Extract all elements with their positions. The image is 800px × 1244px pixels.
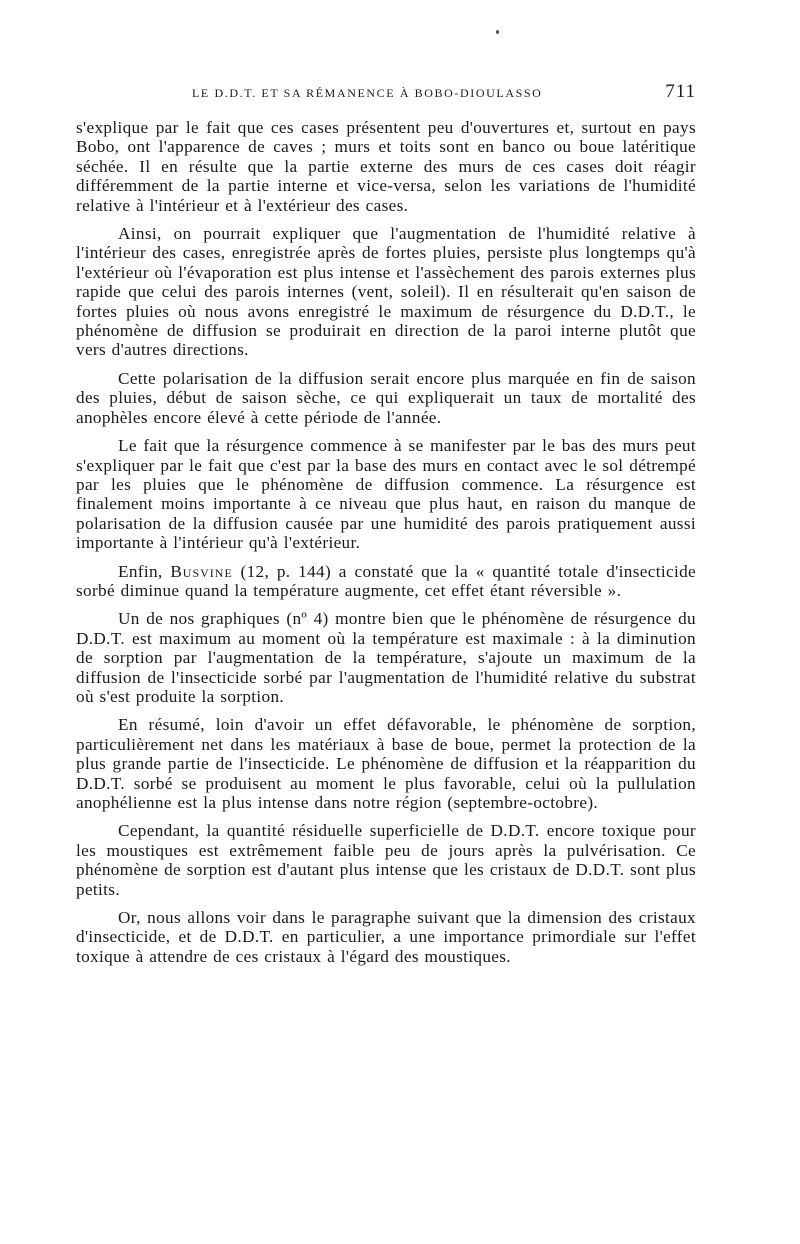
paragraph-7: En résumé, loin d'avoir un effet défavorable, le phénomène de sorption, particulièrement net dans les matériaux à base de boue, permet la protection de la plus grande partie de l'insecticide. Le phénomène de diffusion et la réapparition du D.D.T. sorbé se produisent au moment le plus favorable, celui où la pullulation anophélienne est la plus intense dans notre région (septembre-octobre).	[76, 715, 696, 812]
paragraph-2: Ainsi, on pourrait expliquer que l'augmentation de l'humidité relative à l'intérieur des cases, enregistrée après de fortes pluies, persiste plus longtemps qu'à l'extérieur où l'évaporation est plus intense et l'assèchement des parois externes plus rapide que celui des parois internes (vent, soleil). Il en résulterait qu'en saison de fortes pluies où nous avons enregistré le maximum de résurgence du D.D.T., le phénomène de diffusion se produirait en direction de la paroi interne plutôt que vers d'autres directions.	[76, 224, 696, 360]
paragraph-6: Un de nos graphiques (nº 4) montre bien que le phénomène de résurgence du D.D.T. est maximum au moment où la température est maximale : à la diminution de sorption par l'augmentation de la température, s'ajoute un maximum de la diffusion de l'insecticide sorbé par l'augmentation de l'humidité relative du substrat où s'est produite la sorption.	[76, 609, 696, 706]
paragraph-5-lead: Enfin,	[118, 561, 171, 581]
paragraph-5	[76, 562, 696, 601]
paragraph-4: Le fait que la résurgence commence à se manifester par le bas des murs peut s'expliquer par le fait que c'est par la base des murs en contact avec le sol détrempé par les pluies que le phénomène de diffusion commence. La résurgence est finalement moins importante à ce niveau que plus haut, en raison du manque de polarisation de la diffusion causée par une humidité des parois pratiquement aussi importante à l'intérieur qu'à l'extérieur.	[76, 436, 696, 553]
paragraph-1: s'explique par le fait que ces cases présentent peu d'ouvertures et, surtout en pays Bobo, ont l'apparence de caves ; murs et toits sont en banco ou boue latéritique séchée. Il en résulte que la partie externe des murs de ces cases doit réagir différemment de la partie interne et vice-versa, selon les variations de l'humidité relative à l'intérieur et à l'extérieur des cases.	[76, 118, 696, 215]
print-speck	[496, 30, 499, 34]
body-text	[76, 118, 696, 975]
author-name: Busvine	[170, 561, 233, 581]
paragraph-8: Cependant, la quantité résiduelle superficielle de D.D.T. encore toxique pour les moustiques est extrêmement faible peu de jours après la pulvérisation. Ce phénomène de sorption est d'autant plus intense que les cristaux de D.D.T. sont plus petits.	[76, 821, 696, 899]
paragraph-9: Or, nous allons voir dans le paragraphe suivant que la dimension des cristaux d'insecticide, et de D.D.T. en particulier, a une importance primordiale sur l'effet toxique à attendre de ces cristaux à l'égard des moustiques.	[76, 908, 696, 966]
running-head	[76, 82, 696, 106]
paragraph-5-rest: (12, p. 144) a constaté que la « quantité totale d'insecticide sorbé diminue quand la température augmente, cet effet étant réversible ».	[76, 561, 696, 600]
page-number: 711	[665, 81, 696, 102]
paragraph-3: Cette polarisation de la diffusion serait encore plus marquée en fin de saison des pluies, début de saison sèche, ce qui expliquerait un taux de mortalité des anophèles encore élevé à cette période de l'année.	[76, 368, 696, 427]
running-title: LE D.D.T. ET SA RÉMANENCE À BOBO-DIOULASSO	[192, 86, 543, 100]
